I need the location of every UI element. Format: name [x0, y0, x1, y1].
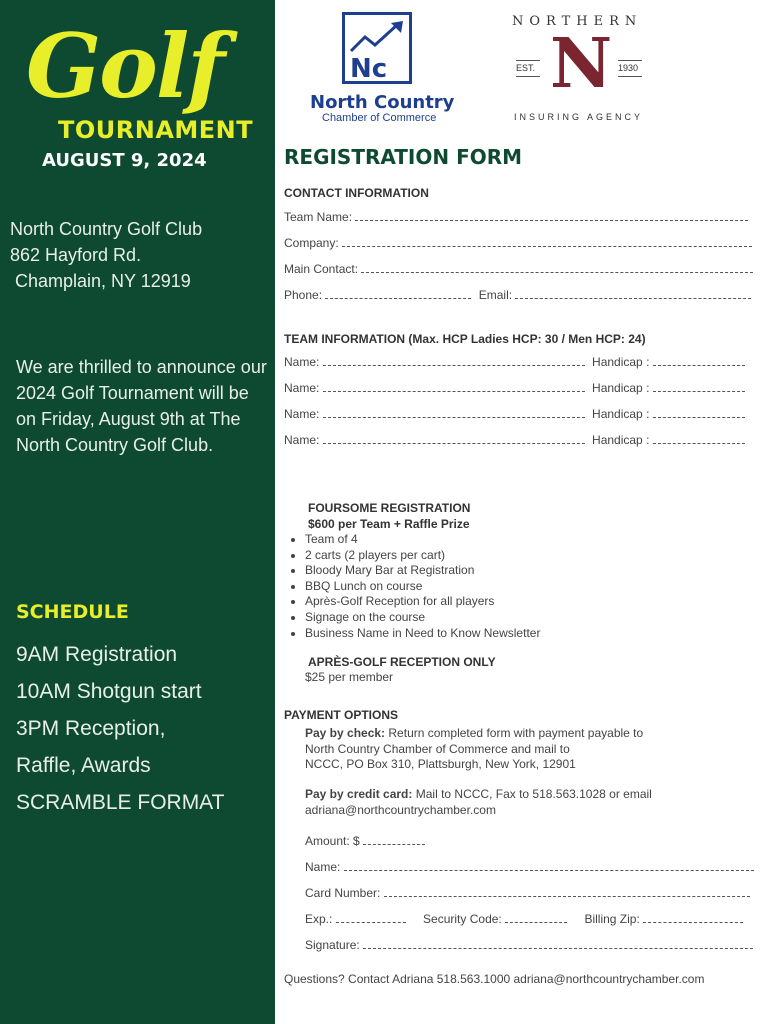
card-details-row: [305, 912, 743, 926]
player-name-field[interactable]: [323, 433, 585, 444]
card-number-field[interactable]: [384, 886, 750, 897]
check-text: North Country Chamber of Commerce and mail to: [305, 741, 570, 756]
handicap-label: Handicap :: [592, 381, 650, 395]
address-line: 862 Hayford Rd.: [10, 245, 142, 265]
na-logo-subtitle: INSURING AGENCY: [514, 112, 644, 122]
na-logo-rule: [516, 76, 540, 77]
handicap-field[interactable]: [653, 381, 745, 392]
billing-zip-field[interactable]: [643, 912, 743, 923]
main-contact-row: [284, 262, 753, 276]
announcement-text: We are thrilled to announce our 2024 Golf Tournament will be on Friday, August 9th at The North Country Golf Club.: [16, 357, 267, 455]
security-code-field[interactable]: [505, 912, 567, 923]
card-text: Mail to NCCC, Fax to 518.563.1028 or email: [415, 787, 652, 801]
handicap-label: Handicap :: [592, 355, 650, 369]
questions-contact: Questions? Contact Adriana 518.563.1000 adriana@northcountrychamber.com: [284, 972, 705, 986]
player-name-label: Name:: [284, 381, 320, 395]
main-contact-label: Main Contact:: [284, 262, 359, 276]
golf-title: Golf: [26, 14, 224, 118]
payment-heading: PAYMENT OPTIONS: [284, 708, 399, 722]
nc-logo-mark: Nc: [350, 54, 388, 84]
list-item: • Après-Golf Reception for all players: [305, 594, 540, 610]
schedule-item: Raffle, Awards: [16, 754, 151, 777]
apres-heading: APRÈS-GOLF RECEPTION ONLY: [308, 655, 496, 669]
list-item: • Business Name in Need to Know Newsletter: [305, 626, 540, 642]
card-name-label: Name:: [305, 860, 341, 874]
team-name-row: [284, 210, 748, 224]
amount-row: [305, 834, 425, 848]
foursome-includes-list: [289, 532, 540, 641]
na-logo-est: EST.: [516, 63, 536, 73]
handicap-field[interactable]: [653, 407, 745, 418]
na-logo-rule: [618, 76, 642, 77]
card-text: adriana@northcountrychamber.com: [305, 802, 496, 817]
exp-field[interactable]: [336, 912, 406, 923]
signature-field[interactable]: [363, 938, 753, 949]
email-label: Email:: [478, 288, 513, 302]
address-line: North Country Golf Club: [10, 219, 203, 239]
player-name-field[interactable]: [323, 355, 585, 366]
player-name-field[interactable]: [323, 381, 585, 392]
apres-price: $25 per member: [305, 670, 394, 684]
tournament-title: TOURNAMENT: [58, 116, 254, 144]
player-row: [284, 381, 745, 395]
na-logo-rule: [618, 60, 642, 61]
card-name-field[interactable]: [344, 860, 754, 871]
contact-heading: CONTACT INFORMATION: [284, 186, 429, 200]
amount-label: Amount: $: [305, 834, 360, 848]
foursome-heading: FOURSOME REGISTRATION: [308, 501, 471, 515]
email-field[interactable]: [515, 288, 751, 299]
schedule-item: 9AM Registration: [16, 643, 178, 666]
schedule-list: [16, 636, 224, 821]
check-label: Pay by check:: [305, 726, 386, 740]
schedule-item: SCRAMBLE FORMAT: [16, 791, 225, 814]
player-row: [284, 407, 745, 421]
player-name-label: Name:: [284, 355, 320, 369]
address-line: Champlain, NY 12919: [15, 271, 191, 291]
card-name-row: [305, 860, 754, 874]
na-logo-word: NORTHERN: [512, 14, 643, 29]
list-item: • 2 carts (2 players per cart): [305, 548, 540, 564]
handicap-label: Handicap :: [592, 407, 650, 421]
company-field[interactable]: [342, 236, 752, 247]
player-row: [284, 355, 745, 369]
card-label: Pay by credit card:: [305, 787, 413, 801]
schedule-item: 3PM Reception,: [16, 717, 166, 740]
amount-field[interactable]: [363, 834, 425, 845]
team-name-field[interactable]: [355, 210, 748, 221]
card-number-row: [305, 886, 750, 900]
schedule-item: 10AM Shotgun start: [16, 680, 202, 703]
signature-label: Signature:: [305, 938, 360, 952]
check-text: Return completed form with payment payable to: [388, 726, 644, 740]
venue-address: [10, 216, 202, 294]
handicap-field[interactable]: [653, 433, 745, 444]
phone-field[interactable]: [325, 288, 471, 299]
handicap-field[interactable]: [653, 355, 745, 366]
exp-label: Exp.:: [305, 912, 333, 926]
na-logo-year: 1930: [618, 63, 639, 73]
team-name-label: Team Name:: [284, 210, 353, 224]
na-logo-rule: [516, 60, 540, 61]
list-item: • BBQ Lunch on course: [305, 579, 540, 595]
company-label: Company:: [284, 236, 339, 250]
player-name-label: Name:: [284, 433, 320, 447]
handicap-label: Handicap :: [592, 433, 650, 447]
nc-logo-name: North Country: [310, 92, 455, 113]
north-country-chamber-logo: [310, 12, 455, 124]
schedule-heading: SCHEDULE: [16, 601, 129, 623]
main-contact-field[interactable]: [361, 262, 753, 273]
form-title: REGISTRATION FORM: [284, 145, 523, 169]
foursome-price: $600 per Team + Raffle Prize: [308, 517, 470, 531]
security-code-label: Security Code:: [423, 912, 502, 926]
pay-by-check-block: [305, 726, 745, 773]
nc-logo-subtitle: Chamber of Commerce: [322, 112, 437, 124]
event-date: AUGUST 9, 2024: [42, 150, 207, 171]
player-name-label: Name:: [284, 407, 320, 421]
check-text: NCCC, PO Box 310, Plattsburgh, New York, 12901: [305, 757, 576, 771]
list-item: • Bloody Mary Bar at Registration: [305, 563, 540, 579]
billing-zip-label: Billing Zip:: [584, 912, 640, 926]
player-row: [284, 433, 745, 447]
list-item: • Team of 4: [305, 532, 540, 548]
northern-insuring-logo: [510, 8, 645, 128]
na-logo-letter: N: [550, 24, 613, 104]
growth-arrow-icon: [345, 17, 409, 57]
team-heading: TEAM INFORMATION (Max. HCP Ladies HCP: 30 / Men HCP: 24): [284, 332, 646, 346]
card-number-label: Card Number:: [305, 886, 381, 900]
phone-label: Phone:: [284, 288, 323, 302]
list-item: • Signage on the course: [305, 610, 540, 626]
signature-row: [305, 938, 753, 952]
company-row: [284, 236, 752, 250]
player-name-field[interactable]: [323, 407, 585, 418]
phone-email-row: [284, 288, 751, 302]
pay-by-card-block: [305, 787, 745, 818]
